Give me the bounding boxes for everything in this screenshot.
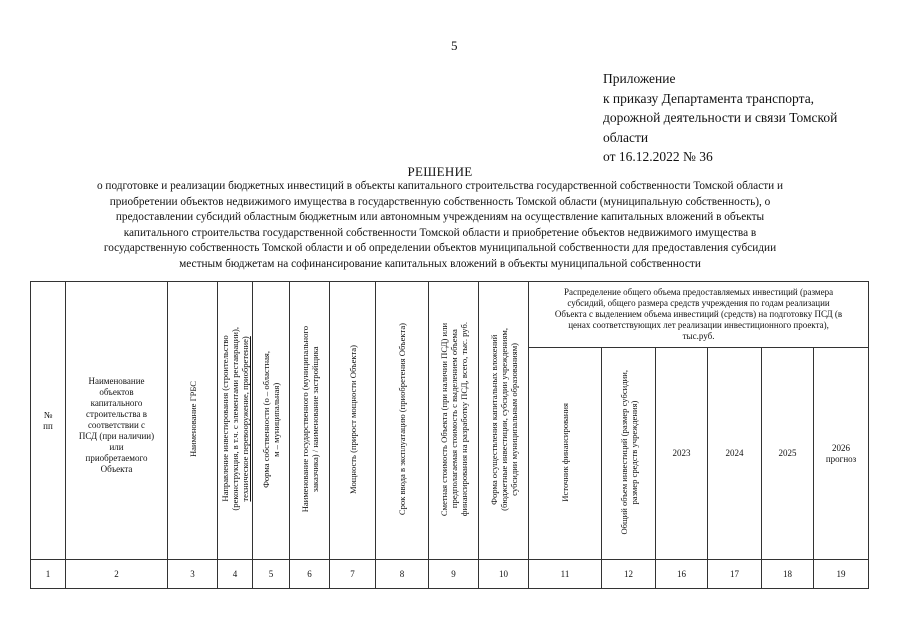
- header-text: [348, 345, 358, 494]
- appendix-line: Приложение: [603, 71, 676, 86]
- column-number: 10: [479, 560, 529, 589]
- header-text-line: субсидии муниципальным образованиям): [508, 342, 519, 496]
- header-text: [188, 381, 198, 457]
- header-text-line: (бюджетные инвестиции, субсидии учреждениям,: [498, 327, 509, 511]
- column-number: 5: [253, 560, 290, 589]
- header-text-line: Форма собственности (о – областная,: [261, 350, 271, 488]
- header-text-line: заказчика) / наименование застройщика: [309, 346, 320, 492]
- header-cell-capacity: [330, 282, 376, 560]
- subtitle-line: приобретении объектов недвижимого имущества в государственную собственность Томской области (муниципальную собственность), о: [109, 195, 771, 208]
- header-text: или: [109, 442, 124, 452]
- header-cell-direction: [218, 282, 253, 560]
- header-text-line: Источник финансирования: [560, 402, 570, 502]
- appendix-line: области: [603, 129, 649, 145]
- subtitle-line: местным бюджетам на софинансирование капитальных вложений в объекты муниципальной собственности: [179, 257, 701, 270]
- header-text: соответствии с: [87, 420, 146, 430]
- column-number: 2: [66, 560, 168, 589]
- column-number: 11: [529, 560, 602, 589]
- header-text: [261, 351, 281, 488]
- header-text: №: [43, 409, 53, 420]
- document-subtitle: [28, 179, 852, 272]
- header-text: [619, 370, 639, 535]
- header-text: ПСД (при наличии): [78, 431, 155, 441]
- page-number: 5: [451, 38, 458, 53]
- column-number: 19: [814, 560, 869, 589]
- header-text: объектов: [99, 387, 134, 397]
- header-text-line: Форма осуществления капитальных вложений: [488, 333, 499, 505]
- header-text-line: размер средств учреждения): [628, 400, 639, 504]
- subtitle-line: предоставлении субсидий областным бюджетным или автономным учреждениям на осуществление капитальных вложений в объекты: [115, 211, 765, 223]
- header-text: Объекта: [100, 464, 133, 474]
- header-text-line: Направление инвестирования (строительство: [220, 335, 230, 503]
- appendix-line: от 16.12.2022 № 36: [603, 149, 713, 164]
- column-number-row: [31, 560, 869, 589]
- header-text: тыс.руб.: [682, 331, 715, 341]
- column-number: 18: [762, 560, 814, 589]
- header-text: прогноз: [825, 453, 857, 464]
- header-text: субсидий, общего размера средств учреждения по годам реализации: [567, 298, 830, 308]
- header-text: приобретаемого: [85, 453, 148, 463]
- investment-table: [30, 281, 869, 589]
- column-number: 16: [656, 560, 708, 589]
- header-cell-year-2023: 2023: [656, 348, 708, 560]
- header-text: Объекта с выделением объема инвестиций (средств) на подготовку ПСД (в: [554, 309, 843, 319]
- header-text-line: Общий объем инвестиций (размер субсидии,: [618, 369, 629, 535]
- header-cell-estimated-cost: [429, 282, 479, 560]
- header-cell-total-investment: [602, 348, 656, 560]
- column-number: 7: [330, 560, 376, 589]
- column-number: 17: [708, 560, 762, 589]
- header-text: ценах соответствующих лет реализации инвестиционного проекта),: [568, 320, 829, 330]
- header-text: [439, 322, 469, 516]
- header-text-line: техническое перевооружение, приобретение): [240, 336, 250, 502]
- header-text: Наименование: [88, 376, 145, 386]
- header-text-line: финансирования на разработку ПСД, всего, тыс. руб.: [458, 321, 469, 517]
- column-number: 9: [429, 560, 479, 589]
- header-text-line: м – муниципальная): [271, 381, 281, 457]
- header-text: капитального: [90, 398, 143, 408]
- header-cell-customer: [290, 282, 330, 560]
- header-text: [220, 327, 250, 511]
- subtitle-line: капитального строительства государственной собственности Томской области и приобретение объектов недвижимого имущества в: [123, 226, 757, 239]
- header-cell-funding-source: [529, 348, 602, 560]
- appendix-line: к приказу Департамента транспорта,: [603, 90, 815, 106]
- header-text-line: (реконструкция, в т.ч. с элементами реставрации),: [230, 327, 240, 511]
- header-text: [489, 328, 519, 511]
- header-text-line: предполагаемая стоимость с выделением объема: [448, 329, 459, 509]
- column-number: 4: [218, 560, 253, 589]
- header-cell-ownership: [253, 282, 290, 560]
- document-title: РЕШЕНИЕ: [407, 164, 473, 179]
- subtitle-line: государственную собственность Томской области и об определении объектов муниципальной собственности для предоставления субсидии: [103, 242, 777, 254]
- header-cell-year-2024: 2024: [708, 348, 762, 560]
- header-text-line: Срок ввода в эксплуатацию (приобретения Объекта): [397, 322, 407, 516]
- header-cell-investment-form: [479, 282, 529, 560]
- header-text: пп: [43, 420, 53, 431]
- header-text: строительства в: [86, 409, 147, 419]
- header-cell-object-name: [66, 282, 168, 560]
- header-cell-year-2025: 2025: [762, 348, 814, 560]
- header-cell-distribution: [529, 282, 869, 348]
- header-cell-year-2026: [814, 348, 869, 560]
- header-text-line: Сметная стоимость Объекта (при наличии ПСД) или: [438, 322, 449, 516]
- header-text-line: Наименование государственного (муниципального: [299, 325, 310, 513]
- header-text: [300, 326, 320, 512]
- header-cell-commissioning-term: [376, 282, 429, 560]
- header-cell-number: [31, 282, 66, 560]
- header-text: [560, 403, 570, 502]
- header-text-line: Мощность (прирост мощности Объекта): [347, 344, 358, 494]
- column-number: 1: [31, 560, 66, 589]
- header-text: Распределение общего объема предоставляемых инвестиций (размера: [563, 287, 834, 297]
- header-text-line: Наименование ГРБС: [187, 380, 198, 458]
- header-text: 2026: [832, 442, 851, 453]
- appendix-line: дорожной деятельности и связи Томской: [603, 110, 838, 125]
- column-number: 12: [602, 560, 656, 589]
- appendix-block: [603, 69, 898, 167]
- column-number: 8: [376, 560, 429, 589]
- header-cell-grbs: [168, 282, 218, 560]
- subtitle-line: о подготовке и реализации бюджетных инвестиций в объекты капитального строительства государственной собственности Томской области и: [96, 180, 784, 192]
- column-number: 6: [290, 560, 330, 589]
- header-text: [397, 323, 407, 515]
- column-number: 3: [168, 560, 218, 589]
